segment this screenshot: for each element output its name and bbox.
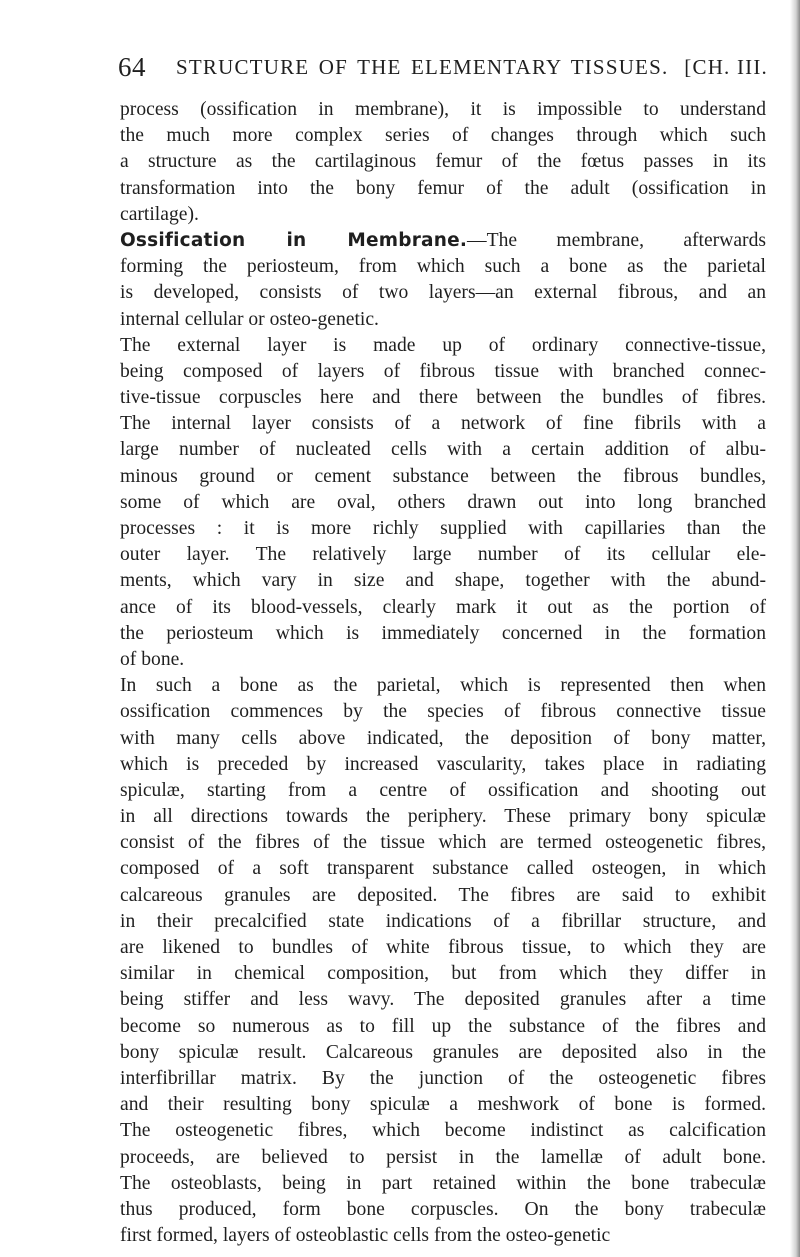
page-header	[118, 52, 768, 88]
text-line: The internal layer consists of a network of fine fibrils with a	[120, 413, 766, 435]
text-line: calcareous granules are deposited. The fibres are said to exhibit	[120, 884, 766, 906]
text-line: the much more complex series of changes through which such	[120, 125, 766, 147]
text-line: transformation into the bony femur of the adult (ossification in	[120, 177, 766, 199]
text-line: The external layer is made up of ordinary connective-tissue,	[120, 334, 766, 356]
text-line: is developed, consists of two layers—an external fibrous, and an	[120, 282, 766, 304]
text-line: cartilage).	[120, 203, 199, 225]
text-line: processes : it is more richly supplied with capillaries than the	[120, 518, 766, 539]
text-line: forming the periosteum, from which such a bone as the parietal	[120, 256, 766, 278]
text-line: are likened to bundles of white fibrous tissue, to which they are	[120, 937, 766, 958]
text-line: outer layer. The relatively large number of its cellular ele-	[120, 544, 766, 566]
text-line: process (ossification in membrane), it is impossible to understand	[120, 99, 766, 120]
text-line: internal cellular or osteo-genetic.	[120, 308, 379, 330]
chapter-reference: [CH. III.	[684, 55, 768, 79]
text-line: become so numerous as to fill up the substance of the fibres and	[120, 1015, 766, 1037]
text-line: ments, which vary in size and shape, together with the abund-	[120, 570, 766, 592]
page-number: 64	[118, 52, 146, 82]
text-line: large number of nucleated cells with a certain addition of albu-	[120, 439, 766, 461]
text-line: proceeds, are believed to persist in the lamellæ of adult bone.	[120, 1146, 766, 1168]
text-line: composed of a soft transparent substance called osteogen, in which	[120, 858, 766, 880]
page-edge-shadow	[790, 0, 800, 1257]
text-line: thus produced, form bone corpuscles. On the bony trabeculæ	[120, 1198, 766, 1220]
text-line: The osteogenetic fibres, which become indistinct as calcification	[120, 1120, 766, 1142]
text-line: being composed of layers of fibrous tissue with branched connec-	[120, 360, 766, 382]
text-line: similar in chemical composition, but from which they differ in	[120, 963, 766, 985]
text-line: consist of the fibres of the tissue which are termed osteogenetic fibres,	[120, 832, 766, 854]
text-line: and their resulting bony spiculæ a meshwork of bone is formed.	[120, 1094, 766, 1116]
text-line: in all directions towards the periphery. These primary bony spiculæ	[120, 806, 766, 828]
text-line: minous ground or cement substance between the fibrous bundles,	[120, 465, 766, 487]
text-line: in their precalcified state indications of a fibrillar structure, and	[120, 910, 766, 932]
section-heading: Ossification in Membrane.	[120, 229, 468, 251]
text-line: some of which are oval, others drawn out into long branched	[120, 491, 766, 513]
text-line: interfibrillar matrix. By the junction of the osteogenetic fibres	[120, 1067, 766, 1089]
text-line: spiculæ, starting from a centre of ossification and shooting out	[120, 779, 766, 801]
text-line: with many cells above indicated, the deposition of bony matter,	[120, 727, 766, 749]
text-line: bony spiculæ result. Calcareous granules are deposited also in the	[120, 1041, 766, 1063]
running-head: STRUCTURE OF THE ELEMENTARY TISSUES.	[176, 55, 669, 79]
text-line: being stiffer and less wavy. The deposited granules after a time	[120, 989, 766, 1011]
text-line: ance of its blood-vessels, clearly mark it out as the portion of	[120, 596, 766, 618]
text-line: The osteoblasts, being in part retained within the bone trabeculæ	[120, 1172, 766, 1194]
text-line: first formed, layers of osteoblastic cells from the osteo-genetic	[120, 1225, 611, 1247]
body-text	[120, 97, 766, 1249]
text-line: a structure as the cartilaginous femur of the fœtus passes in its	[120, 151, 766, 173]
text-line: which is preceded by increased vascularity, takes place in radiating	[120, 753, 766, 775]
text-line: of bone.	[120, 648, 185, 670]
text-line: the periosteum which is immediately concerned in the formation	[120, 622, 766, 644]
text-line: tive-tissue corpuscles here and there between the bundles of fibres.	[120, 387, 766, 409]
text-line: ossification commences by the species of fibrous connective tissue	[120, 701, 766, 723]
text-line: In such a bone as the parietal, which is represented then when	[120, 675, 766, 697]
text-line: Ossification in Membrane.—The membrane, afterwards	[120, 229, 766, 251]
